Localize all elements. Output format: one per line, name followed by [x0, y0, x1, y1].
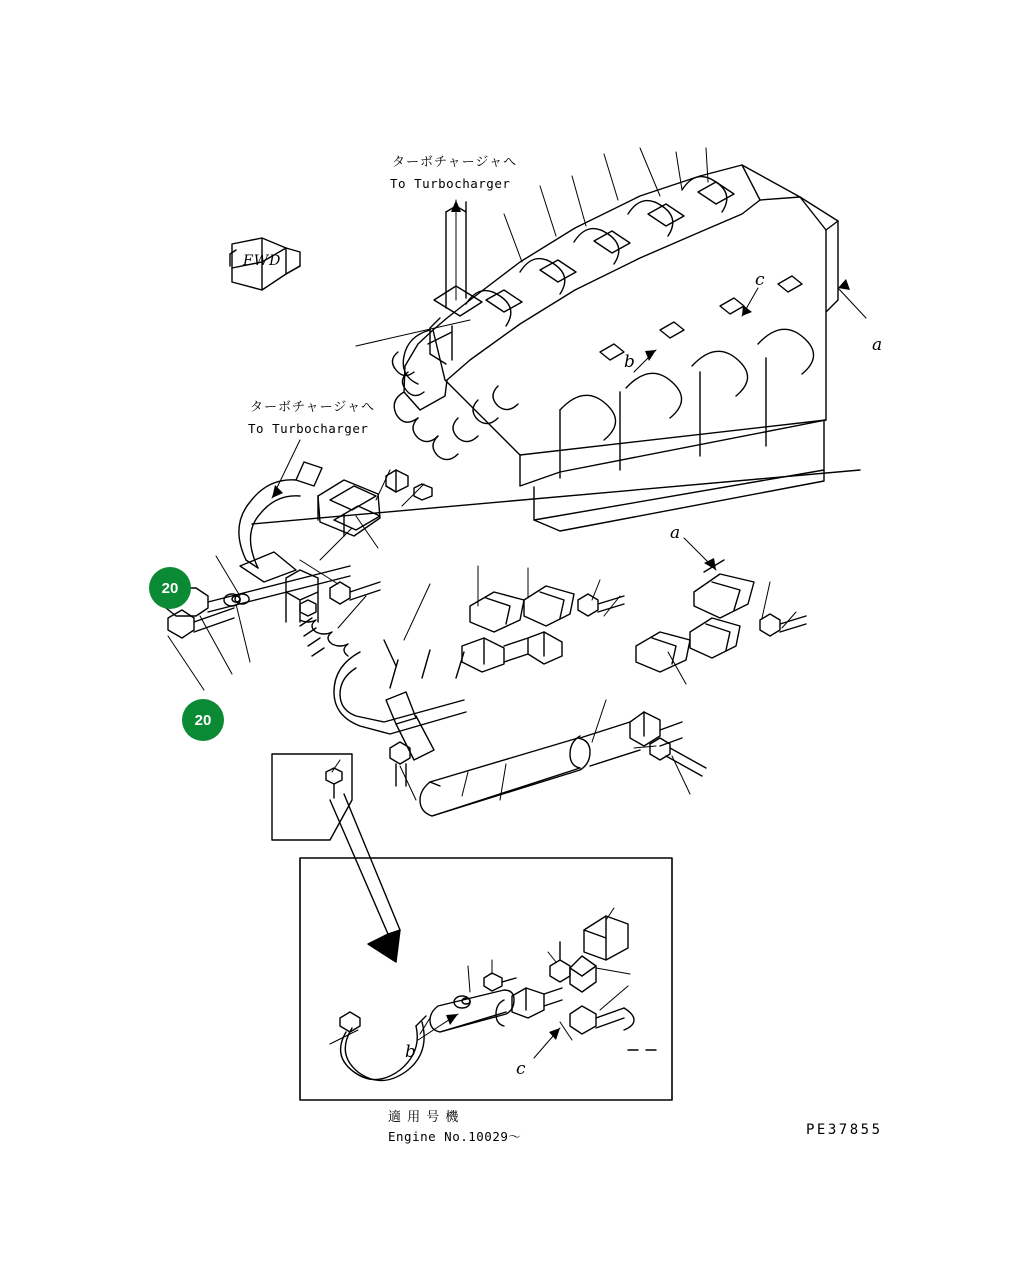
callout-badge-20-lower[interactable]: 20: [183, 700, 223, 740]
turbocharger-top-label-jp: ターボチャージャへ: [392, 155, 518, 170]
callout-letter-a-engine: a: [872, 335, 883, 355]
callout-badge-20-upper[interactable]: 20: [150, 568, 190, 608]
callout-letter-b-engine: b: [624, 352, 635, 372]
turbocharger-left-label-jp: ターボチャージャへ: [250, 400, 376, 415]
callout-letter-c-engine: c: [755, 270, 765, 290]
fwd-symbol-label: FWD: [243, 253, 282, 269]
callout-letter-a-manifold: a: [670, 523, 681, 543]
part-code-label: PE37855: [806, 1122, 883, 1138]
turbocharger-top-label-en: To Turbocharger: [390, 176, 511, 191]
turbocharger-left-label-en: To Turbocharger: [248, 421, 369, 436]
applicable-model-label-en: Engine No.10029〜: [388, 1129, 522, 1144]
callout-letter-c-detail: c: [516, 1059, 526, 1079]
applicable-model-label-jp: 適 用 号 機: [388, 1110, 460, 1125]
callout-letter-b-detail: b: [405, 1042, 416, 1062]
